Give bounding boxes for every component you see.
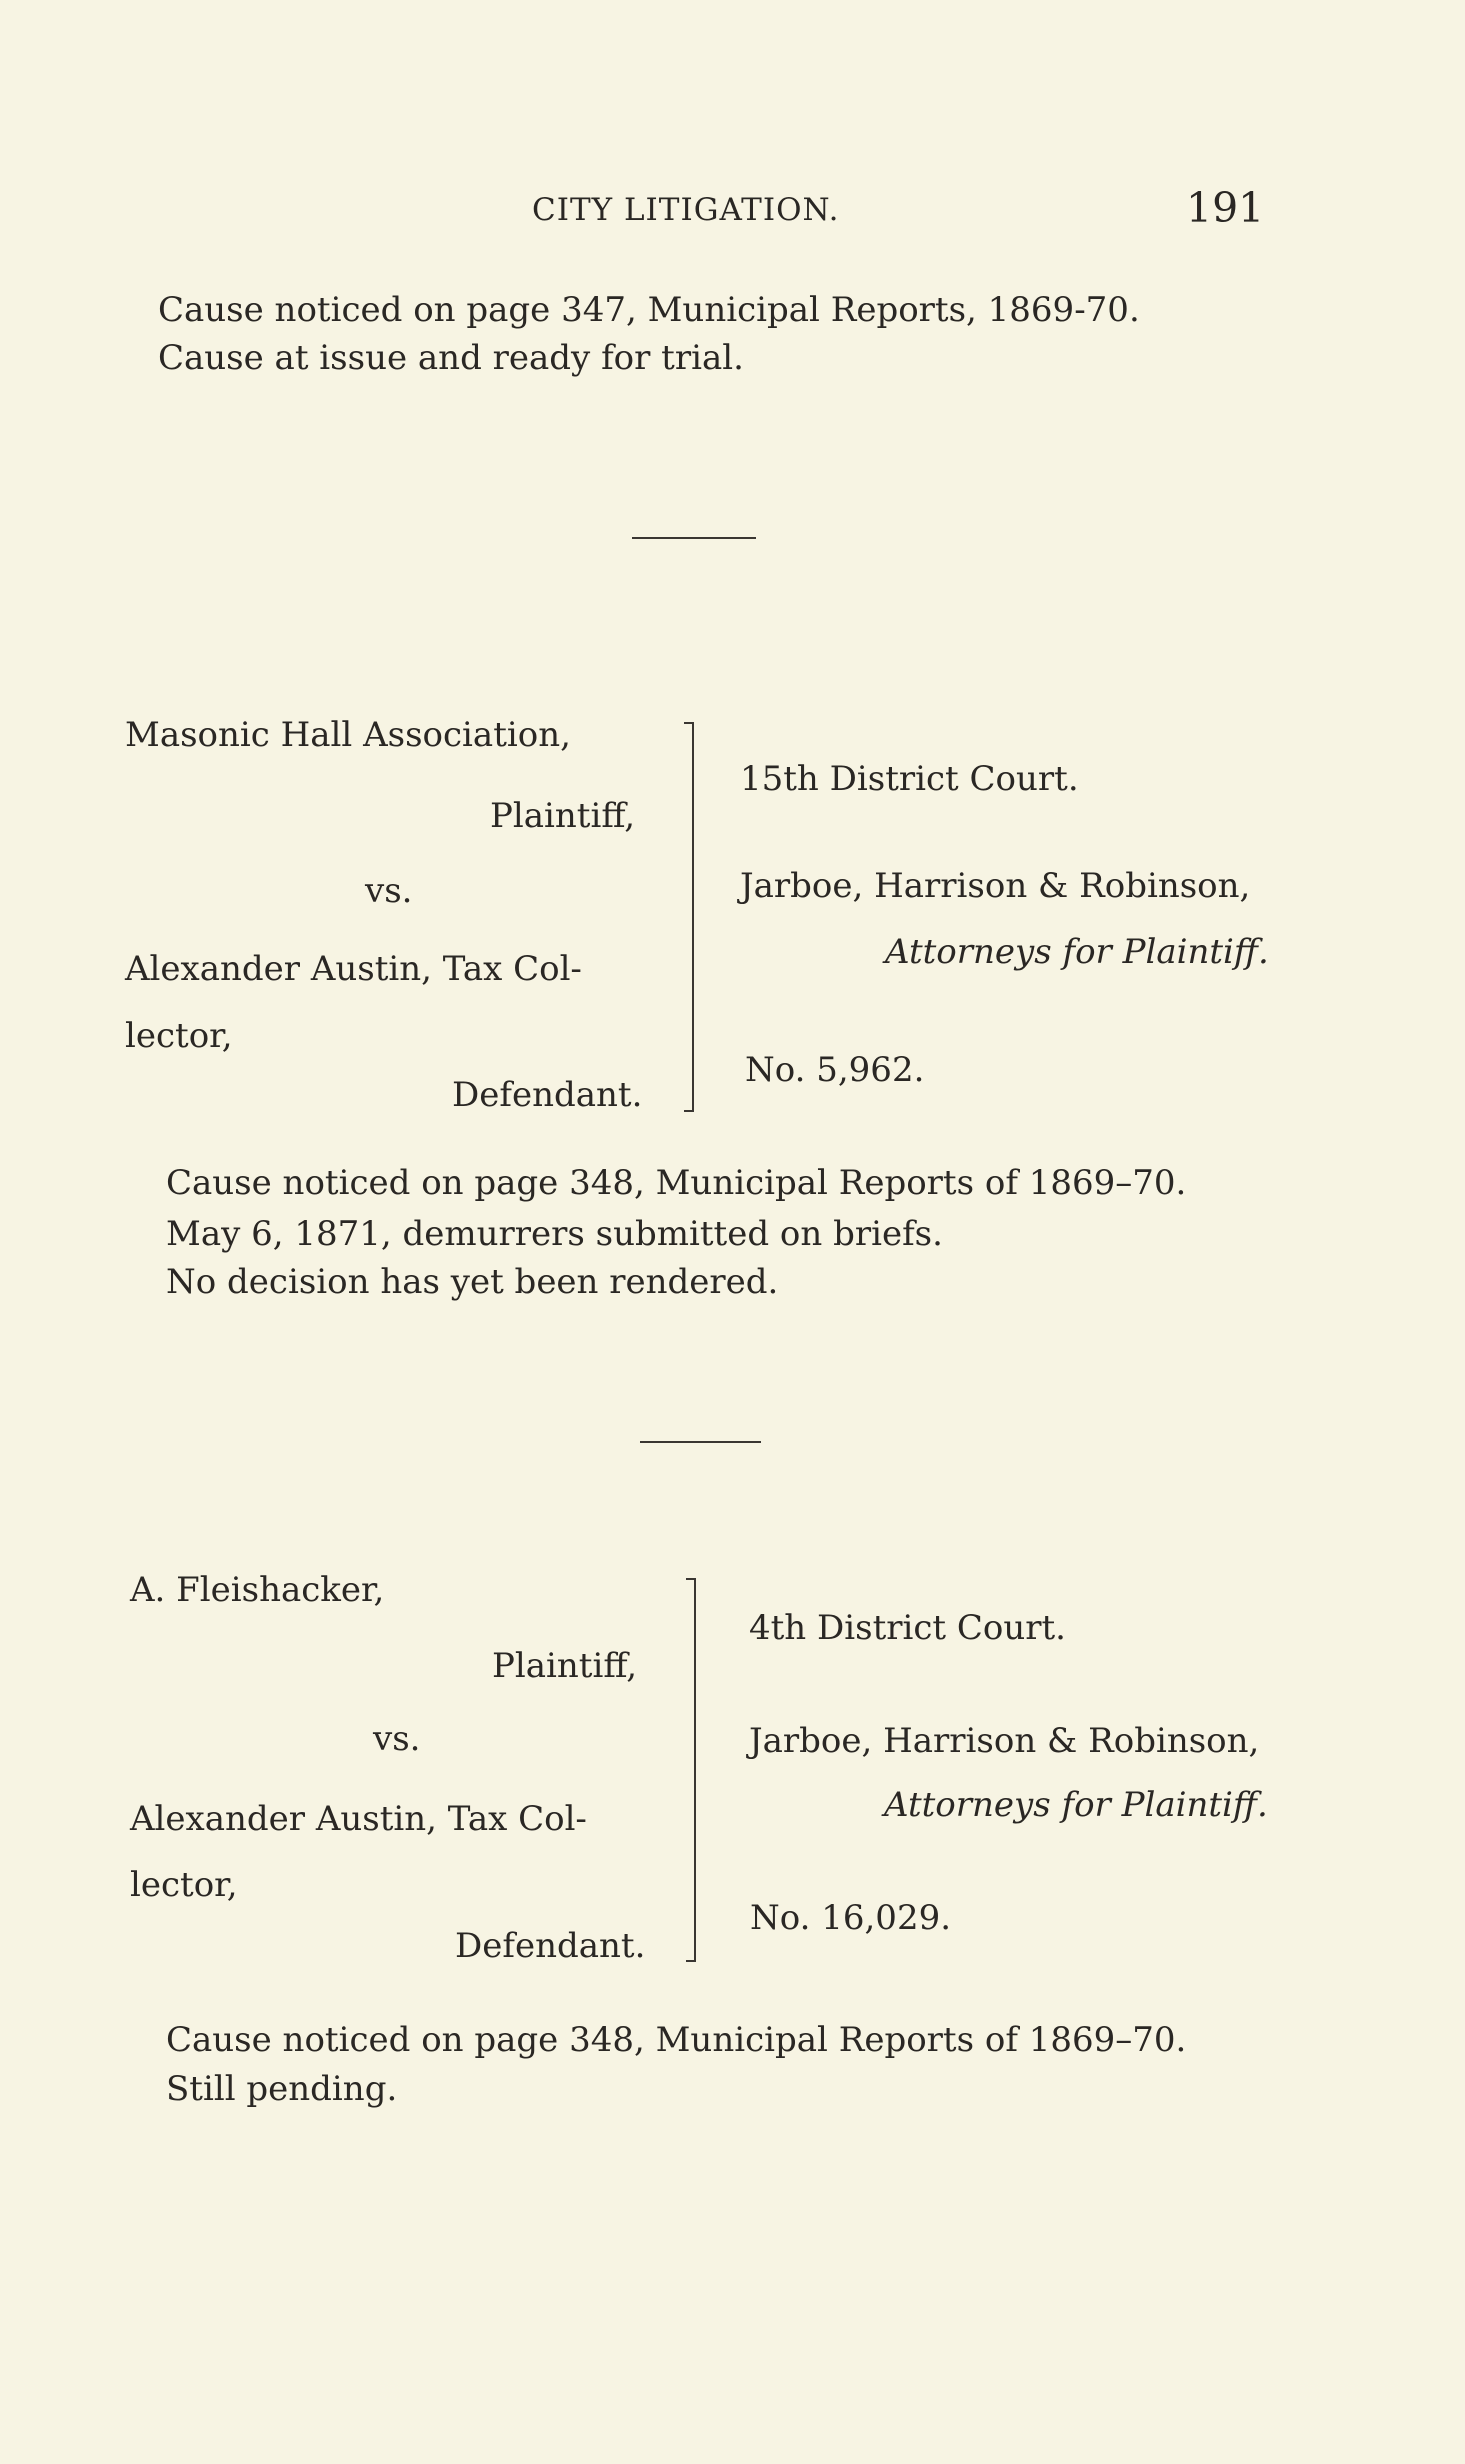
case-note-line: No decision has yet been rendered. <box>166 1262 779 1302</box>
case-note-line: Cause noticed on page 348, Municipal Reports of 1869–70. <box>166 2020 1187 2060</box>
case-number: No. 16,029. <box>750 1898 952 1938</box>
section-divider <box>640 1441 761 1443</box>
bracket-bottom <box>686 1960 694 1962</box>
attorneys-role: Attorneys for Plaintiff. <box>884 1785 1268 1825</box>
bracket-bottom <box>684 1110 692 1112</box>
versus-label: vs. <box>365 871 413 911</box>
defendant-name-line-1: Alexander Austin, Tax Col- <box>125 949 582 989</box>
defendant-role: Defendant. <box>455 1926 646 1966</box>
plaintiff-name: A. Fleishacker, <box>130 1570 385 1610</box>
bracket-top <box>684 722 692 724</box>
court-name: 15th District Court. <box>740 759 1079 799</box>
attorneys-name: Jarboe, Harrison & Robinson, <box>740 866 1251 906</box>
versus-label: vs. <box>373 1719 421 1759</box>
defendant-role: Defendant. <box>452 1075 643 1115</box>
attorneys-name: Jarboe, Harrison & Robinson, <box>749 1721 1260 1761</box>
court-name: 4th District Court. <box>749 1608 1066 1648</box>
defendant-name-line-2: lector, <box>125 1016 233 1056</box>
running-title: CITY LITIGATION. <box>532 192 840 228</box>
plaintiff-name: Masonic Hall Association, <box>125 715 571 755</box>
case-note-line: May 6, 1871, demurrers submitted on briefs. <box>166 1214 943 1254</box>
intro-line-2: Cause at issue and ready for trial. <box>158 338 744 378</box>
bracket <box>694 1578 696 1962</box>
case-note-line: Still pending. <box>166 2069 398 2109</box>
section-divider <box>632 537 756 539</box>
intro-line-1: Cause noticed on page 347, Municipal Reports, 1869-70. <box>158 290 1140 330</box>
defendant-name-line-2: lector, <box>130 1865 238 1905</box>
plaintiff-role: Plaintiff, <box>492 1646 638 1686</box>
plaintiff-role: Plaintiff, <box>490 796 636 836</box>
bracket-top <box>686 1578 694 1580</box>
bracket <box>692 722 694 1112</box>
attorneys-role: Attorneys for Plaintiff. <box>885 932 1269 972</box>
page-number: 191 <box>1186 184 1265 232</box>
case-number: No. 5,962. <box>745 1050 925 1090</box>
defendant-name-line-1: Alexander Austin, Tax Col- <box>130 1799 587 1839</box>
case-note-line: Cause noticed on page 348, Municipal Reports of 1869–70. <box>166 1163 1187 1203</box>
